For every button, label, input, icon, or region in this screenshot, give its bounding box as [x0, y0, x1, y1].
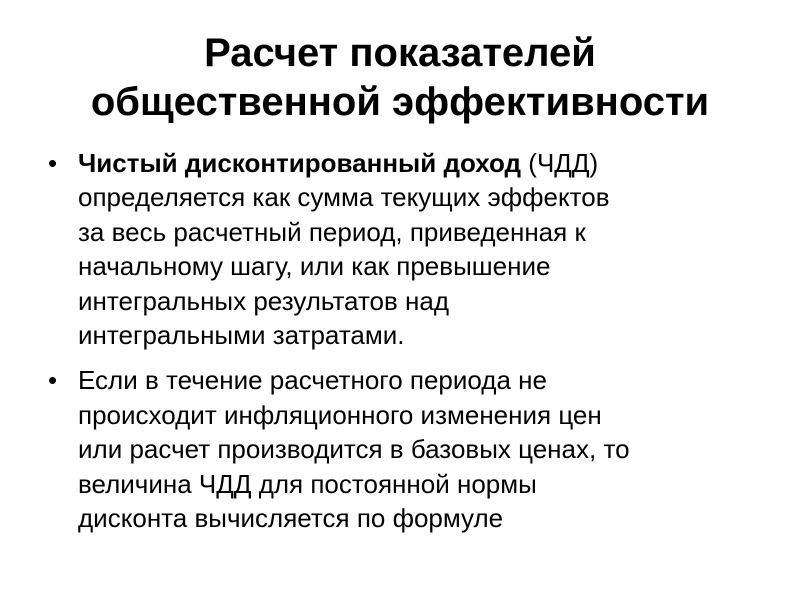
bullet-line: Если в течение расчетного периода не [78, 365, 547, 396]
bullet-line: интегральных результатов над [78, 285, 450, 316]
title-line-2: общественной эффективности [90, 80, 710, 124]
bullet-line: интегральными затратами. [78, 320, 405, 351]
title-line-1: Расчет показателей [204, 31, 596, 75]
bullet-line: величина ЧДД для постоянной нормы [78, 468, 537, 499]
bullet-line: или расчет производится в базовых ценах, то [78, 434, 630, 465]
bullet-line: определяется как сумма текущих эффектов [78, 182, 610, 213]
bullet-line [78, 146, 768, 180]
bullet-line: за весь расчетный период, приведенная к [78, 216, 586, 247]
bold-term: Чистый дисконтированный доход [78, 148, 522, 178]
bullet-item-formula-condition [48, 363, 768, 535]
slide-title [0, 29, 800, 127]
bullet-item-npv-definition [48, 146, 768, 352]
bullet-line: дисконта вычисляется по формуле [78, 503, 504, 534]
bullet-marker: • [48, 365, 58, 396]
bullet-list [48, 146, 768, 535]
bullet-line: начальному шагу, или как превышение [78, 251, 551, 282]
bullet-marker: • [48, 148, 58, 178]
bullet-line: происходит инфляционного изменения цен [78, 399, 602, 430]
bullet-line-text: (ЧДД) [521, 148, 599, 178]
